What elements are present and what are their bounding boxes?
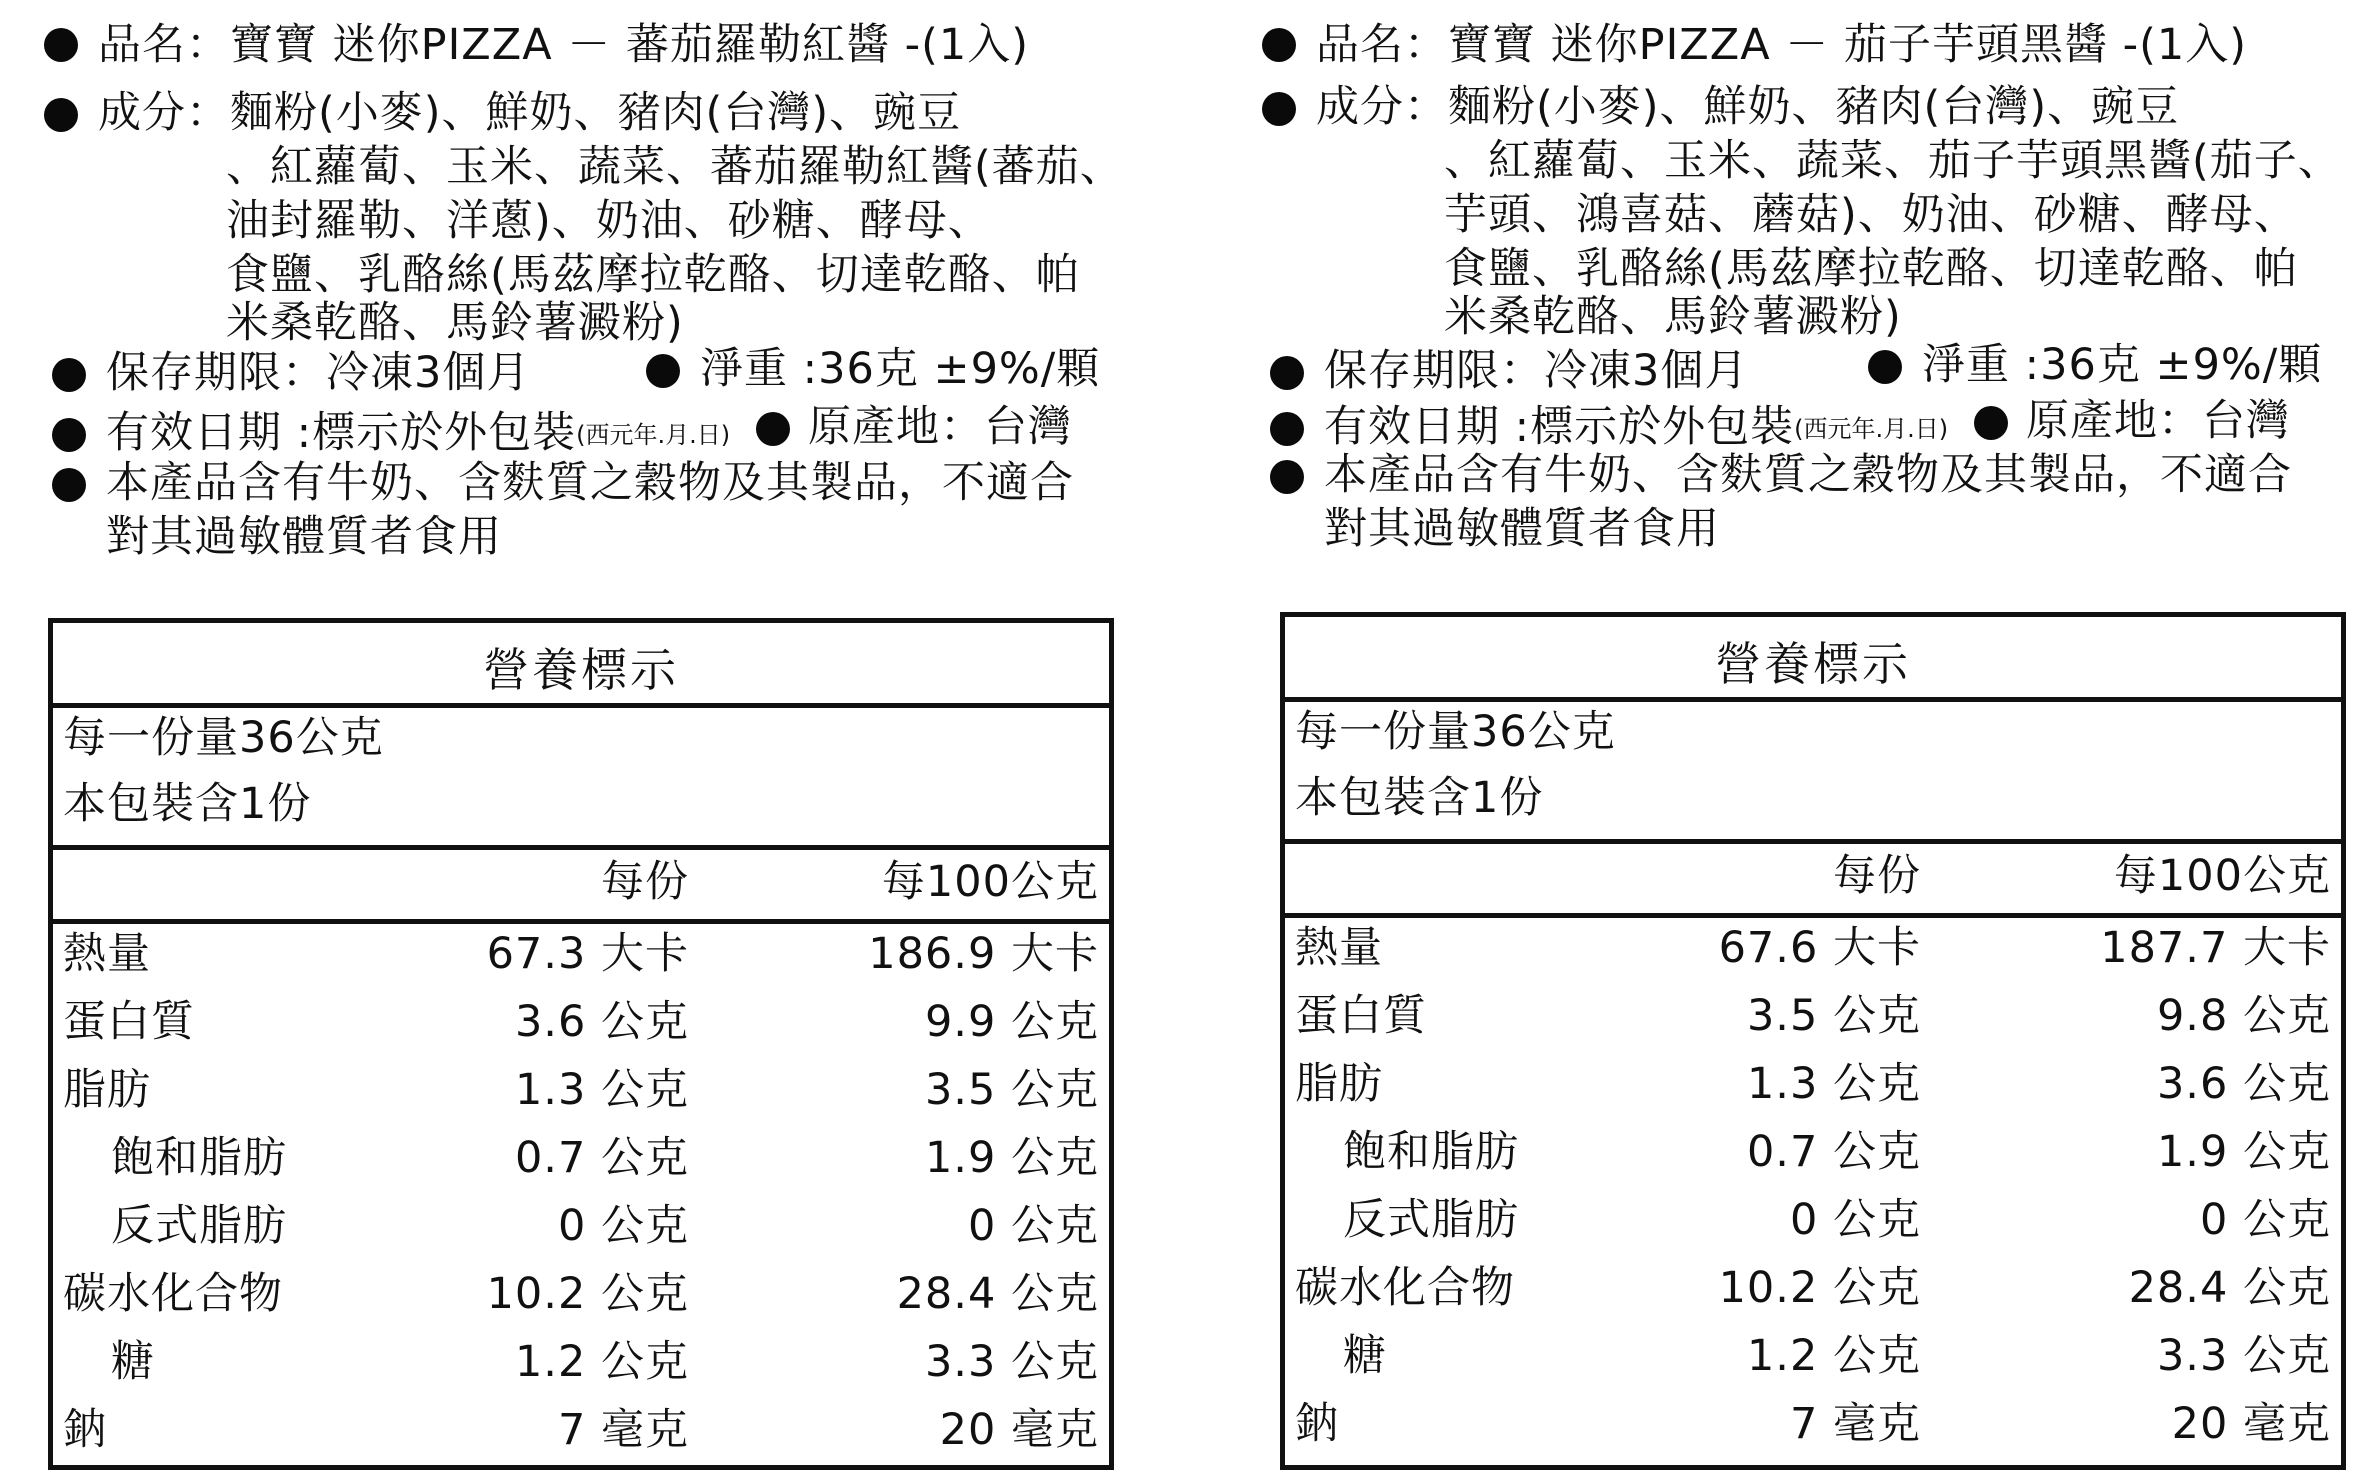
- divider: [53, 703, 1109, 708]
- ingredients-line-3: 油封羅勒、洋蔥)、奶油、砂糖、酵母、: [226, 196, 992, 246]
- nutrient-name: 蛋白質: [1295, 991, 1427, 1041]
- bullet-icon: [1262, 28, 1296, 62]
- nutrient-name: 碳水化合物: [63, 1269, 283, 1319]
- nutrient-name: 糖: [111, 1337, 155, 1387]
- value-per-100g: 0 公克: [2199, 1195, 2331, 1245]
- value-per-serving: 7 毫克: [557, 1405, 689, 1455]
- ingredients-line-5: 米桑乾酪、馬鈴薯澱粉): [226, 298, 684, 348]
- nutrient-name: 飽和脂肪: [1343, 1127, 1519, 1177]
- nutrient-name: 熱量: [63, 929, 151, 979]
- shelf-life: 保存期限：冷凍3個月: [1324, 346, 1749, 396]
- value-per-100g: 3.3 公克: [2156, 1331, 2331, 1381]
- value-per-serving: 0 公克: [557, 1201, 689, 1251]
- ingredients-line-4: 食鹽、乳酪絲(馬茲摩拉乾酪、切達乾酪、帕: [226, 250, 1080, 300]
- nutrient-name: 反式脂肪: [1343, 1195, 1519, 1245]
- value-per-100g: 3.3 公克: [924, 1337, 1099, 1387]
- origin: 原產地：台灣: [2026, 396, 2290, 446]
- value-per-100g: 20 毫克: [2171, 1399, 2331, 1449]
- nutrient-name: 飽和脂肪: [111, 1133, 287, 1183]
- expiry-text: 有效日期 :標示於外包裝: [1324, 402, 1795, 452]
- serving-size: 每一份量36公克: [63, 713, 384, 763]
- value-per-100g: 20 毫克: [939, 1405, 1099, 1455]
- nutrition-title: 營養標示: [483, 643, 679, 697]
- nutrient-name: 鈉: [1295, 1399, 1339, 1449]
- nutrient-name: 熱量: [1295, 923, 1383, 973]
- shelf-life: 保存期限：冷凍3個月: [106, 348, 531, 398]
- bullet-icon: [1270, 356, 1304, 390]
- value-per-serving: 10.2 公克: [1718, 1263, 1921, 1313]
- ingredients-line-4: 食鹽、乳酪絲(馬茲摩拉乾酪、切達乾酪、帕: [1444, 244, 2298, 294]
- value-per-serving: 1.3 公克: [1746, 1059, 1921, 1109]
- value-per-serving: 67.6 大卡: [1718, 923, 1921, 973]
- value-per-serving: 1.3 公克: [514, 1065, 689, 1115]
- column-header-per-100g: 每100公克: [2113, 851, 2331, 901]
- divider: [53, 919, 1109, 924]
- value-per-100g: 9.9 公克: [924, 997, 1099, 1047]
- divider: [1285, 913, 2341, 918]
- divider: [53, 845, 1109, 850]
- bullet-icon: [52, 468, 86, 502]
- value-per-100g: 3.6 公克: [2156, 1059, 2331, 1109]
- bullet-icon: [44, 28, 78, 62]
- value-per-serving: 0.7 公克: [1746, 1127, 1921, 1177]
- ingredients-line-1: 成分：麵粉(小麥)、鮮奶、豬肉(台灣)、豌豆: [1316, 82, 2180, 132]
- bullet-icon: [1868, 350, 1902, 384]
- ingredients-line-1: 成分：麵粉(小麥)、鮮奶、豬肉(台灣)、豌豆: [98, 88, 962, 138]
- value-per-100g: 9.8 公克: [2156, 991, 2331, 1041]
- value-per-serving: 0.7 公克: [514, 1133, 689, 1183]
- value-per-serving: 67.3 大卡: [486, 929, 689, 979]
- allergen-line-1: 本產品含有牛奶、含麩質之穀物及其製品，不適合: [1324, 450, 2292, 500]
- value-per-100g: 0 公克: [967, 1201, 1099, 1251]
- nutrient-name: 糖: [1343, 1331, 1387, 1381]
- bullet-icon: [52, 418, 86, 452]
- column-header-per-serving: 每份: [1833, 851, 1921, 901]
- value-per-100g: 187.7 大卡: [2100, 923, 2331, 973]
- origin: 原產地：台灣: [808, 402, 1072, 452]
- value-per-100g: 28.4 公克: [896, 1269, 1099, 1319]
- serving-size: 每一份量36公克: [1295, 707, 1616, 757]
- bullet-icon: [756, 412, 790, 446]
- bullet-icon: [1270, 412, 1304, 446]
- product-name: 品名：寶寶 迷你PIZZA － 茄子芋頭黑醬 -(1入): [1316, 20, 2248, 70]
- nutrition-table: [1280, 612, 2346, 1470]
- value-per-100g: 1.9 公克: [924, 1133, 1099, 1183]
- value-per-serving: 3.6 公克: [514, 997, 689, 1047]
- value-per-serving: 3.5 公克: [1746, 991, 1921, 1041]
- column-header-per-100g: 每100公克: [881, 857, 1099, 907]
- expiry-format-note: (西元年.月.日): [576, 421, 731, 449]
- label-panel-eggplant-taro: [1186, 0, 2372, 1472]
- allergen-line-1: 本產品含有牛奶、含麩質之穀物及其製品，不適合: [106, 458, 1074, 508]
- bullet-icon: [1270, 460, 1304, 494]
- nutrient-name: 鈉: [63, 1405, 107, 1455]
- ingredients-line-2: 、紅蘿蔔、玉米、蔬菜、茄子芋頭黑醬(茄子、: [1444, 136, 2342, 186]
- value-per-serving: 7 毫克: [1789, 1399, 1921, 1449]
- net-weight: 淨重 :36克 ±9%/顆: [1922, 340, 2323, 390]
- value-per-serving: 1.2 公克: [514, 1337, 689, 1387]
- nutrient-name: 蛋白質: [63, 997, 195, 1047]
- expiry-date: [106, 406, 730, 462]
- nutrient-name: 反式脂肪: [111, 1201, 287, 1251]
- servings-per-package: 本包裝含1份: [63, 779, 312, 829]
- nutrient-name: 脂肪: [1295, 1059, 1383, 1109]
- value-per-100g: 1.9 公克: [2156, 1127, 2331, 1177]
- bullet-icon: [44, 98, 78, 132]
- value-per-100g: 3.5 公克: [924, 1065, 1099, 1115]
- bullet-icon: [52, 358, 86, 392]
- nutrient-name: 脂肪: [63, 1065, 151, 1115]
- product-name: 品名：寶寶 迷你PIZZA － 蕃茄羅勒紅醬 -(1入): [98, 20, 1030, 70]
- column-header-per-serving: 每份: [601, 857, 689, 907]
- ingredients-line-2: 、紅蘿蔔、玉米、蔬菜、蕃茄羅勒紅醬(蕃茄、: [226, 142, 1124, 192]
- bullet-icon: [646, 354, 680, 388]
- bullet-icon: [1974, 406, 2008, 440]
- expiry-text: 有效日期 :標示於外包裝: [106, 408, 577, 458]
- net-weight: 淨重 :36克 ±9%/顆: [700, 344, 1101, 394]
- nutrition-table: [48, 618, 1114, 1470]
- divider: [1285, 839, 2341, 844]
- value-per-100g: 186.9 大卡: [868, 929, 1099, 979]
- nutrition-title: 營養標示: [1715, 637, 1911, 691]
- value-per-100g: 28.4 公克: [2128, 1263, 2331, 1313]
- allergen-line-2: 對其過敏體質者食用: [106, 512, 502, 562]
- ingredients-line-3: 芋頭、鴻喜菇、蘑菇)、奶油、砂糖、酵母、: [1444, 190, 2298, 240]
- ingredients-line-5: 米桑乾酪、馬鈴薯澱粉): [1444, 292, 1902, 342]
- value-per-serving: 10.2 公克: [486, 1269, 689, 1319]
- servings-per-package: 本包裝含1份: [1295, 773, 1544, 823]
- bullet-icon: [1262, 92, 1296, 126]
- nutrient-name: 碳水化合物: [1295, 1263, 1515, 1313]
- value-per-serving: 1.2 公克: [1746, 1331, 1921, 1381]
- divider: [1285, 697, 2341, 702]
- value-per-serving: 0 公克: [1789, 1195, 1921, 1245]
- expiry-format-note: (西元年.月.日): [1794, 415, 1949, 443]
- allergen-line-2: 對其過敏體質者食用: [1324, 504, 1720, 554]
